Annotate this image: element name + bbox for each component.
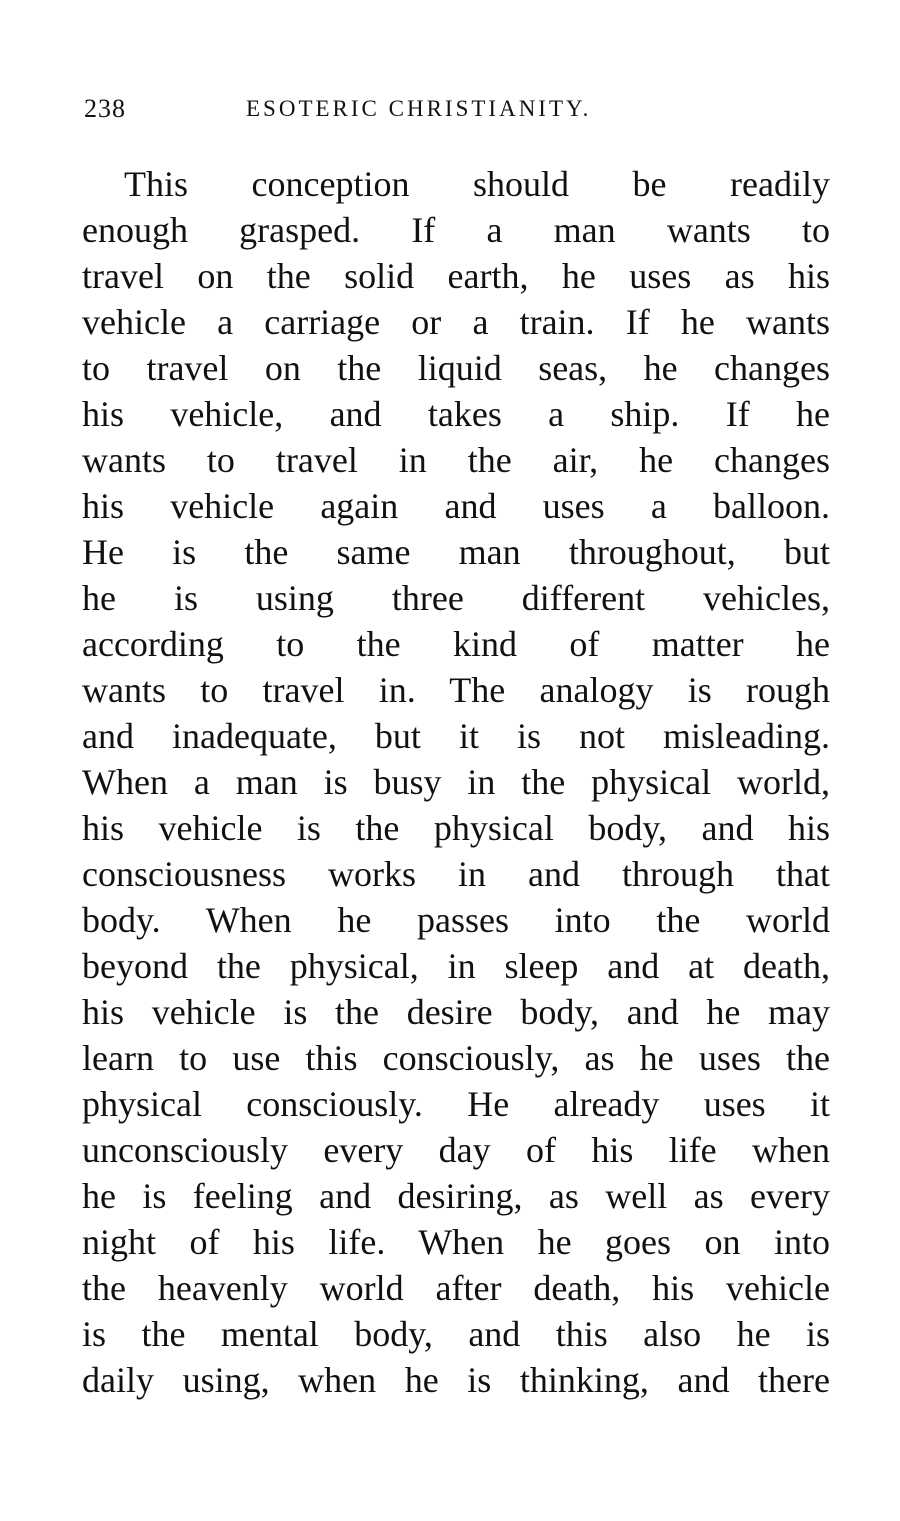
text-line: his vehicle, and takes a ship. If he xyxy=(82,394,830,434)
text-line: the heavenly world after death, his vehicle xyxy=(82,1268,830,1308)
text-line: daily using, when he is thinking, and there xyxy=(82,1360,830,1400)
text-line: When a man is busy in the physical world, xyxy=(82,762,830,802)
text-line: vehicle a carriage or a train. If he wants xyxy=(82,302,830,342)
text-line: night of his life. When he goes on into xyxy=(82,1222,830,1262)
text-line: consciousness works in and through that xyxy=(82,854,830,894)
text-line: This conception should be readily xyxy=(124,164,830,204)
text-line: he is feeling and desiring, as well as every xyxy=(82,1176,830,1216)
text-line: beyond the physical, in sleep and at death, xyxy=(82,946,830,986)
text-line: and inadequate, but it is not misleading. xyxy=(82,716,830,756)
running-title: ESOTERIC CHRISTIANITY. xyxy=(246,96,592,121)
text-line: unconsciously every day of his life when xyxy=(82,1130,830,1170)
body-paragraph xyxy=(82,161,830,1403)
text-line: is the mental body, and this also he is xyxy=(82,1314,830,1354)
text-line: he is using three different vehicles, xyxy=(82,578,830,618)
text-line: to travel on the liquid seas, he changes xyxy=(82,348,830,388)
text-line: learn to use this consciously, as he uses the xyxy=(82,1038,830,1078)
text-line: his vehicle is the desire body, and he may xyxy=(82,992,830,1032)
text-line: body. When he passes into the world xyxy=(82,900,830,940)
text-line: enough grasped. If a man wants to xyxy=(82,210,830,250)
text-line: his vehicle again and uses a balloon. xyxy=(82,486,830,526)
text-line: his vehicle is the physical body, and his xyxy=(82,808,830,848)
page-number: 238 xyxy=(84,94,126,123)
text-line: according to the kind of matter he xyxy=(82,624,830,664)
text-line: wants to travel in. The analogy is rough xyxy=(82,670,830,710)
text-line: physical consciously. He already uses it xyxy=(82,1084,830,1124)
text-line: He is the same man throughout, but xyxy=(82,532,830,572)
text-line: travel on the solid earth, he uses as his xyxy=(82,256,830,296)
text-line: wants to travel in the air, he changes xyxy=(82,440,830,480)
